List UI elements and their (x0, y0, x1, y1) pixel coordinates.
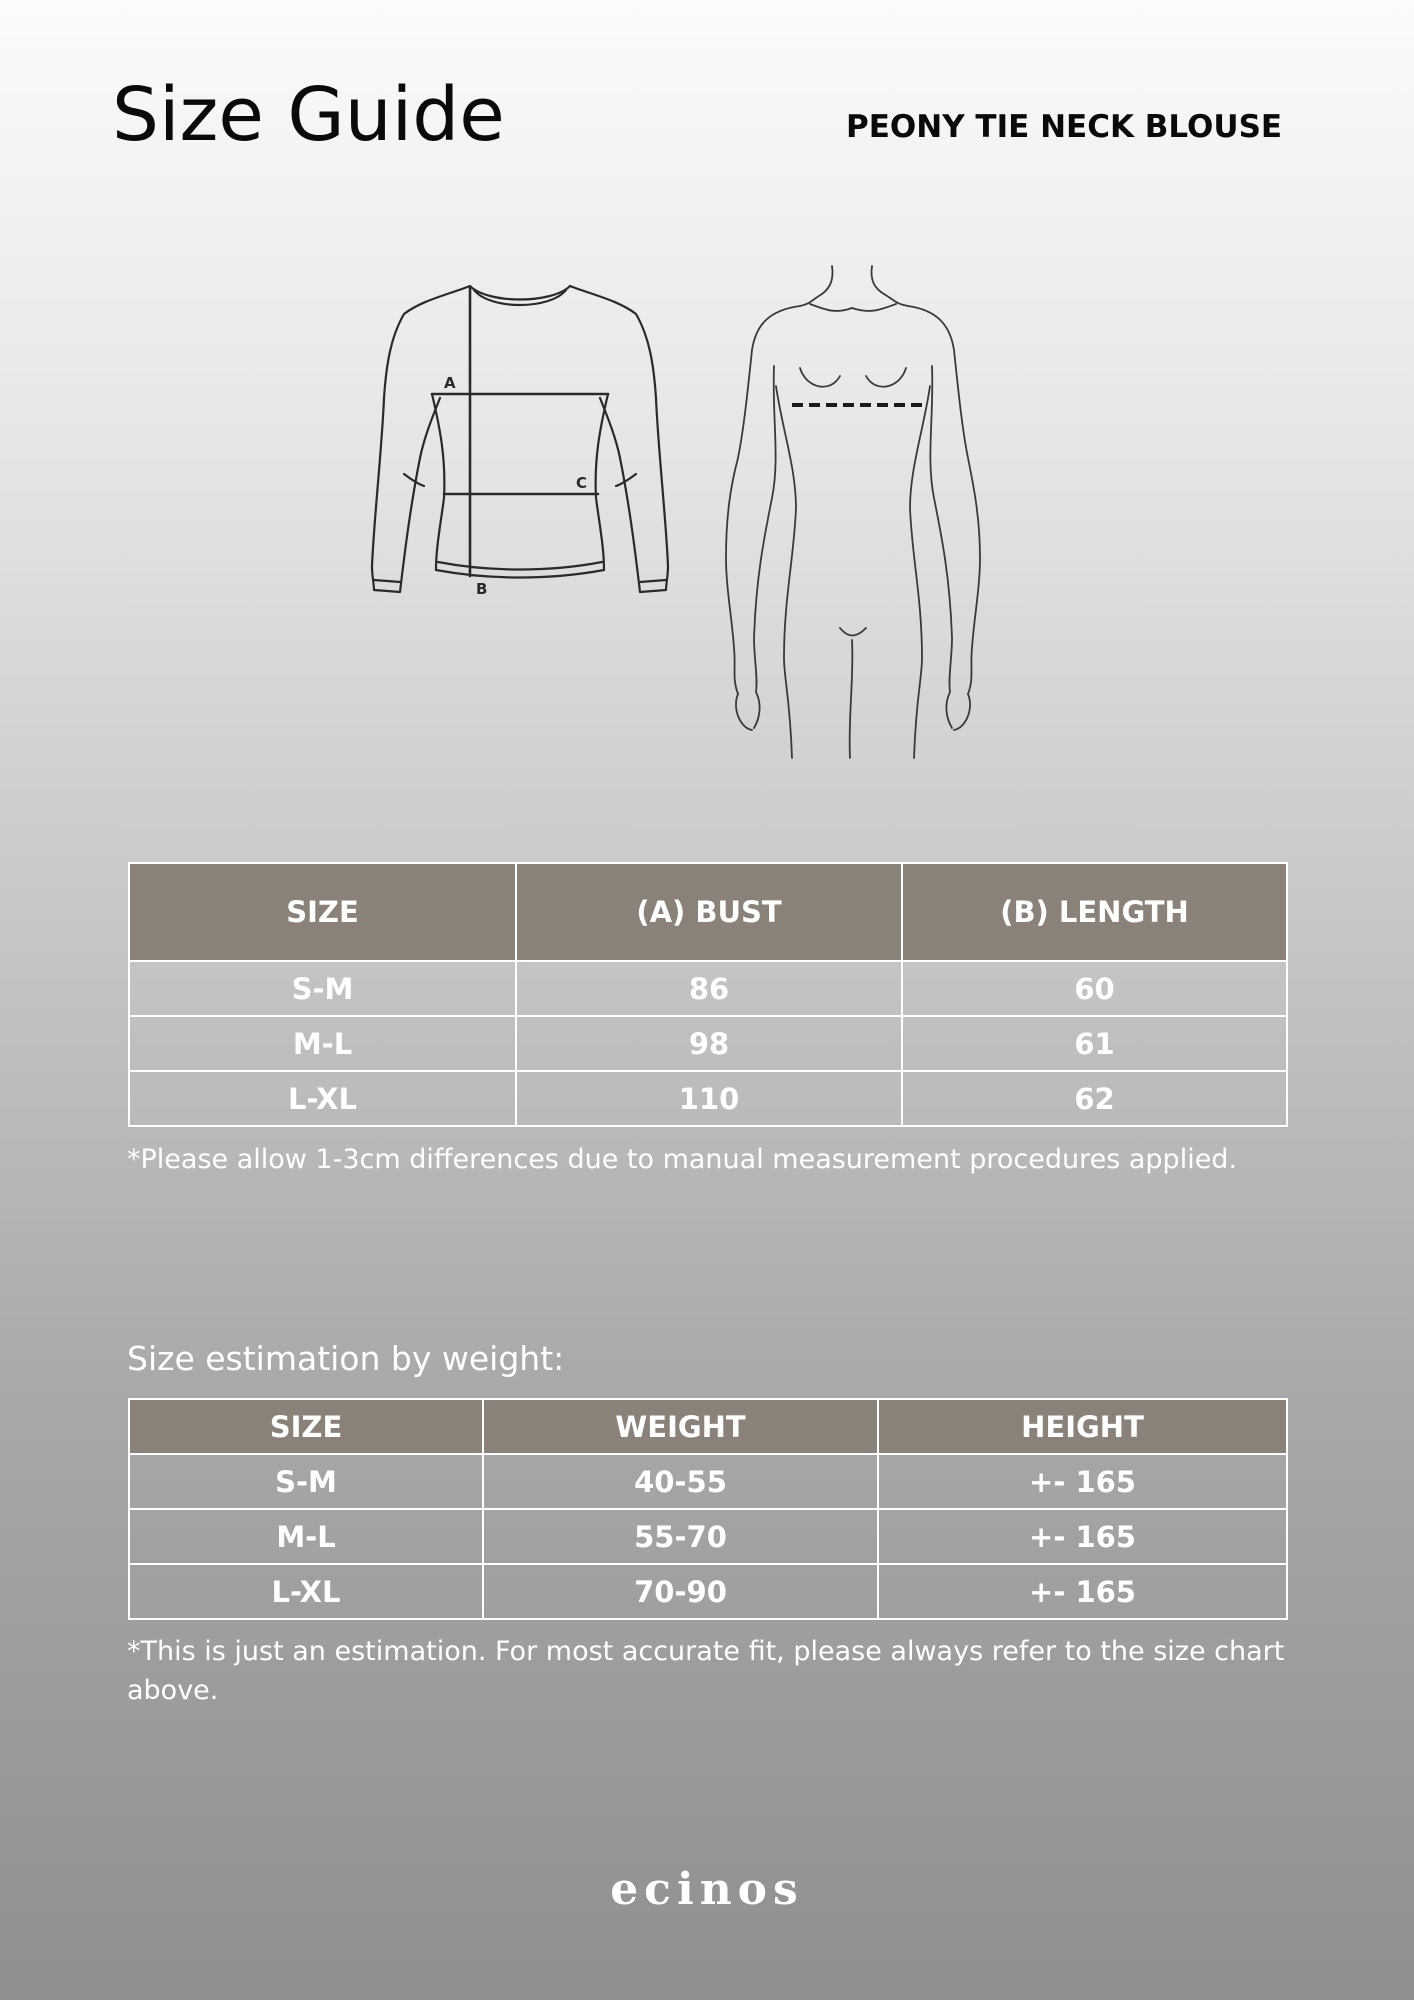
header-bust: (A) BUST (516, 863, 902, 961)
table-row (129, 1509, 1287, 1564)
cell-height: +- 165 (878, 1509, 1287, 1564)
header-weight: WEIGHT (483, 1399, 878, 1454)
cell-bust: 98 (516, 1016, 902, 1071)
cell-size: S-M (129, 1454, 483, 1509)
header-length: (B) LENGTH (902, 863, 1287, 961)
cell-size: M-L (129, 1016, 516, 1071)
cell-weight: 40-55 (483, 1454, 878, 1509)
measurement-illustration (360, 258, 1000, 768)
header-size: SIZE (129, 1399, 483, 1454)
label-b: B (476, 580, 488, 598)
table-row (129, 1454, 1287, 1509)
header-height: HEIGHT (878, 1399, 1287, 1454)
brand-logo: ecinos (610, 1864, 804, 1915)
size-chart-table (128, 862, 1288, 1127)
cell-length: 61 (902, 1016, 1287, 1071)
table-header-row (129, 1399, 1287, 1454)
cell-size: M-L (129, 1509, 483, 1564)
cell-weight: 70-90 (483, 1564, 878, 1619)
label-c: C (576, 474, 588, 492)
cell-size: L-XL (129, 1564, 483, 1619)
table-row (129, 1071, 1287, 1126)
cell-weight: 55-70 (483, 1509, 878, 1564)
cell-height: +- 165 (878, 1564, 1287, 1619)
table-header-row (129, 863, 1287, 961)
table-row (129, 1564, 1287, 1619)
body-figure-drawing (726, 266, 980, 758)
cell-length: 60 (902, 961, 1287, 1016)
table-row (129, 961, 1287, 1016)
blouse-drawing (372, 286, 668, 592)
header-size: SIZE (129, 863, 516, 961)
cell-bust: 86 (516, 961, 902, 1016)
cell-size: L-XL (129, 1071, 516, 1126)
estimation-note: *This is just an estimation. For most accurate fit, please always refer to the size chart above. (127, 1636, 1285, 1706)
cell-size: S-M (129, 961, 516, 1016)
cell-bust: 110 (516, 1071, 902, 1126)
table-row (129, 1016, 1287, 1071)
page-title: Size Guide (112, 72, 505, 158)
weight-chart-table (128, 1398, 1288, 1620)
label-a: A (444, 374, 456, 392)
product-name: PEONY TIE NECK BLOUSE (846, 109, 1283, 145)
measurement-note: *Please allow 1-3cm differences due to manual measurement procedures applied. (127, 1144, 1238, 1175)
cell-length: 62 (902, 1071, 1287, 1126)
weight-estimation-heading: Size estimation by weight: (127, 1339, 565, 1378)
cell-height: +- 165 (878, 1454, 1287, 1509)
